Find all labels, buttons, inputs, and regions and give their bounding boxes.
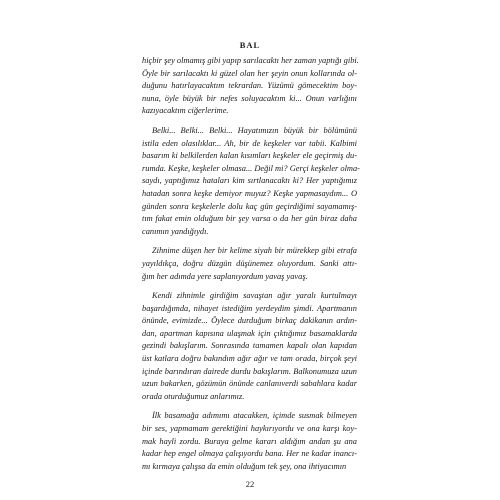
text-line: üst katlara doğru bakındım ağır ağır ve tam orada, birçok şeyi xyxy=(142,354,357,364)
text-line: basarım ki belkilerden kalan kısımları keşkeler ele geçirmiş du- xyxy=(142,151,357,161)
text-line: içinde barındıran dairede durdu bakışlarım. Balkonumuza uzun xyxy=(142,366,357,376)
text-line: hiçbir şey olmamış gibi yapıp sarılacaktı her zaman yaptığı gibi. xyxy=(142,56,359,65)
text-line: yayıldıkça, doğru düzgün düşünemez oluyordum. Sanki attı- xyxy=(142,258,357,268)
text-line: uzun bakarken, gözümün önünde canlanıverdi sabahlara kadar xyxy=(142,379,357,389)
text-line: Belki... Belki... Belki... Hayatımızın büyük bir bölümünü xyxy=(152,125,357,135)
text-line: hatadan sonra keşke demiyor muyuz? Keşke yapmasaydım... O xyxy=(142,188,357,198)
paragraph xyxy=(142,290,357,403)
text-line: Zihnime düşen her bir kelime siyah bir mürekkep gibi etrafa xyxy=(152,246,357,256)
text-line: Öyle bir sarılacaktı ki güzel olan her şeyin onun kollarında ol- xyxy=(142,68,357,78)
text-line: tım fakat emin olduğum bir şey varsa o da her gün biraz daha xyxy=(142,214,357,224)
text-line: kazıyacaktım ciğerlerime. xyxy=(142,106,229,116)
text-line: istila eden olasılıklar... Ah, bir de keşkeler var tabii. Kalbimi xyxy=(142,138,357,148)
text-line: bir ses, yapmamam gerektiğini haykırıyordu ve ona karşı koy- xyxy=(142,424,357,434)
text-line: gezindi bakışlarım. Sonrasında tamamen kapalı olan kapıdan xyxy=(142,341,357,351)
paragraph xyxy=(142,55,357,118)
page-body xyxy=(142,55,360,480)
text-line: Kendi zihnimle girdiğim savaştan ağır yaralı kurtulmayı xyxy=(152,291,357,301)
text-line: başardığımda, nihayet istediğim yerdeydim şimdi. Apartmanın xyxy=(142,303,357,313)
paragraph xyxy=(142,410,357,473)
paragraph xyxy=(142,245,357,283)
text-line: İlk basamağa adımımı atacakken, içimde susmak bilmeyen xyxy=(152,411,357,421)
text-line: mı kırmaya çalışsa da emin olduğum tek şey, ona ihtiyacımın xyxy=(142,461,347,471)
text-line: saydı, yaptığımız hataları kim sırtlanacaktı ki? Her yaptığımız xyxy=(142,176,357,186)
text-line: günden sonra keşkelerle dolu kaç gün geçirdiğimi sayamamış- xyxy=(142,201,357,211)
text-line: mak hayli zordu. Buraya gelme kararı aldığım andan şu ana xyxy=(142,436,357,446)
text-line: canımın yandığıydı. xyxy=(142,226,209,236)
text-line: rumda. Keşke, keşkeler olmasa... Değil mi? Gerçi keşkeler olma- xyxy=(142,163,360,173)
paragraph xyxy=(142,125,360,238)
text-line: dan, apartman kapısına ulaşmak için çıktığımız basamaklarda xyxy=(142,328,357,338)
text-line: orada oturduğumuz anlarımız. xyxy=(142,391,245,401)
text-line: kadar hep engel olmaya çalışıyordu bana. Her ne kadar inancı- xyxy=(142,449,357,459)
text-line: nuna, öyle büyük bir nefes soluyacaktım ki... Onun varlığını xyxy=(142,93,357,103)
running-header: BAL xyxy=(239,40,261,50)
text-line: ğım her adımda yere saplanıyordum yavaş yavaş. xyxy=(142,271,308,281)
text-line: duğunu hatırlayacaktım tekrardan. Yüzümü gömecektim boy- xyxy=(142,81,357,91)
page-number: 22 xyxy=(245,479,255,489)
text-line: önünde, evimizde... Öylece durduğum birkaç dakikanın ardın- xyxy=(142,316,357,326)
